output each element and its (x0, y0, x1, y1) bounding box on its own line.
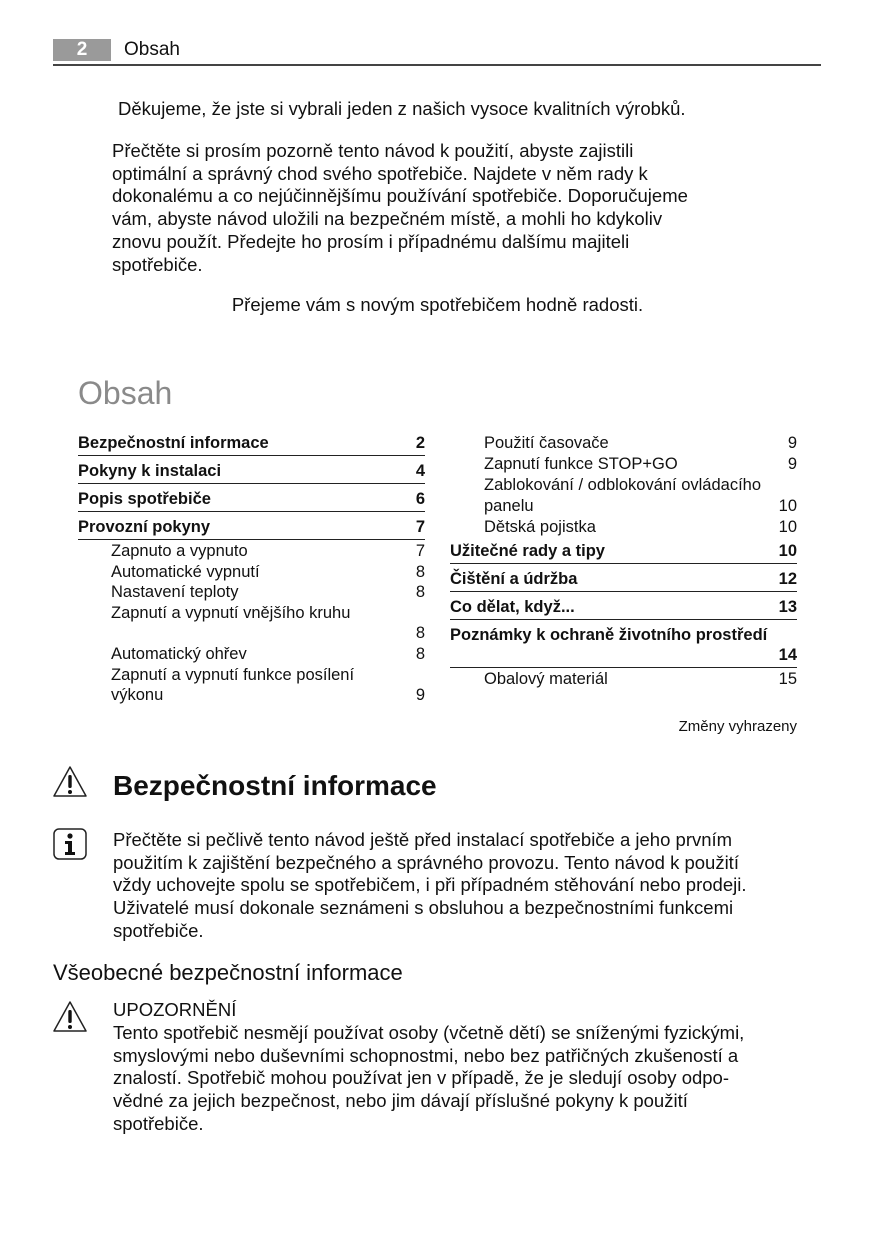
toc-entry-page: 8 (415, 645, 425, 663)
text-line: spotřebiče. (113, 1112, 204, 1134)
header-section-title: Obsah (124, 39, 180, 60)
text-line: vám, abyste návod uložili na bezpečném místě, a mohli ho kdykoliv (112, 208, 663, 230)
info-icon (53, 828, 87, 860)
toc-entry[interactable] (484, 496, 797, 516)
toc-entry[interactable] (78, 433, 425, 456)
toc-entry-label: Obalový materiál (484, 670, 608, 688)
toc-entry[interactable] (450, 625, 797, 645)
toc-entry[interactable] (111, 644, 425, 664)
text-line: vždy uchovejte spolu se spotřebičem, i při případném stěhování nebo prodeji. (113, 874, 747, 896)
toc-entry-page: 4 (415, 462, 425, 480)
toc-entry[interactable] (450, 541, 797, 564)
toc-entry[interactable] (111, 541, 425, 561)
toc-entry-label: Použití časovače (484, 434, 609, 452)
toc-entry[interactable] (111, 665, 425, 685)
toc-title: Obsah (78, 375, 173, 411)
toc-entry-page: 8 (415, 563, 425, 581)
toc-entry[interactable] (111, 603, 425, 623)
toc-entry-label: Zapnutí funkce STOP+GO (484, 455, 678, 473)
toc-entry-label: Pokyny k instalaci (78, 462, 222, 480)
toc-entry[interactable] (450, 597, 797, 620)
safety-title: Bezpečnostní informace (113, 770, 437, 801)
toc-entry-label: Dětská pojistka (484, 518, 596, 536)
toc-entry-label: Automatický ohřev (111, 645, 247, 663)
toc-entry[interactable] (450, 645, 797, 668)
toc-entry-page: 9 (787, 434, 797, 452)
intro-paragraph (112, 140, 688, 276)
warning-icon (52, 1000, 88, 1034)
toc-entry-label: Zapnutí a vypnutí funkce posílení (111, 666, 355, 684)
toc-entry[interactable] (484, 433, 797, 453)
toc-entry-page: 10 (778, 518, 797, 536)
toc-entry-page: 8 (415, 624, 425, 642)
toc-entry-page: 10 (778, 542, 797, 560)
toc-entry[interactable] (111, 562, 425, 582)
toc-entry-label: panelu (484, 497, 534, 515)
text-line: Tento spotřebič nesmějí používat osoby (včetně dětí) se sníženými fyzickými, (113, 1022, 745, 1043)
warning-paragraph (113, 1022, 744, 1136)
toc-entry-label: Popis spotřebiče (78, 490, 211, 508)
warning-icon (52, 765, 88, 799)
toc-entry-page: 2 (415, 434, 425, 452)
toc-entry-label: Nastavení teploty (111, 583, 239, 601)
toc-entry[interactable] (484, 475, 797, 495)
toc-entry-page: 7 (415, 542, 425, 560)
toc-entry[interactable] (78, 489, 425, 512)
text-line: optimální a správný chod svého spotřebiče. Najdete v něm rady k (112, 162, 648, 184)
toc-entry-page: 10 (778, 497, 797, 515)
toc-entry[interactable] (78, 461, 425, 484)
safety-info-paragraph (113, 829, 746, 943)
toc-entry-label: Poznámky k ochraně životního prostředí (450, 626, 768, 644)
general-safety-title: Všeobecné bezpečnostní informace (53, 960, 403, 985)
toc-entry-label: Zapnuto a vypnuto (111, 542, 248, 560)
toc-entry[interactable] (111, 623, 425, 643)
toc-entry-label: Zapnutí a vypnutí vnějšího kruhu (111, 604, 351, 622)
header-rule (53, 64, 821, 66)
text-line: Uživatelé musí dokonale seznámeni s obsluhou a bezpečnostními funkcemi (113, 897, 734, 919)
toc-entry[interactable] (111, 685, 425, 705)
toc-entry-label: Zablokování / odblokování ovládacího (484, 476, 762, 494)
toc-entry-label: Co dělat, když... (450, 598, 575, 616)
toc-entry-page: 12 (778, 570, 797, 588)
warning-label: UPOZORNĚNÍ (113, 999, 237, 1020)
intro-thanks: Děkujeme, že jste si vybrali jeden z našich vysoce kvalitních výrobků. (118, 98, 686, 119)
text-line: znalostí. Spotřebič mohou používat jen v případě, že je sledují osoby odpo- (113, 1067, 730, 1089)
text-line: spotřebiče. (112, 253, 203, 275)
toc-entry-label: Užitečné rady a tipy (450, 542, 605, 560)
toc-entry[interactable] (484, 517, 797, 537)
toc-entry-page: 7 (415, 518, 425, 536)
text-line: smyslovými nebo duševními schopnostmi, nebo bez patřičných zkušeností a (113, 1044, 739, 1066)
intro-wish: Přejeme vám s novým spotřebičem hodně radosti. (231, 294, 644, 315)
toc-entry[interactable] (111, 582, 425, 602)
toc-entry-page: 9 (415, 686, 425, 704)
toc-entry-page: 9 (787, 455, 797, 473)
toc-entry[interactable] (484, 669, 797, 689)
toc-entry-label: Provozní pokyny (78, 518, 211, 536)
toc-entry-label: výkonu (111, 686, 164, 704)
toc-note: Změny vyhrazeny (678, 718, 797, 735)
toc-entry[interactable] (78, 517, 425, 540)
text-line: dokonalému a co nejúčinnějšímu používání spotřebiče. Doporučujeme (112, 185, 688, 207)
text-line: vědné za jejich bezpečnost, nebo jim dávají příslušné pokyny k použití (113, 1090, 688, 1112)
toc-entry-page: 14 (778, 646, 797, 664)
toc-entry[interactable] (450, 569, 797, 592)
text-line: Přečtěte si pečlivě tento návod ještě před instalací spotřebiče a jeho prvním (113, 829, 733, 850)
toc-entry-page: 8 (415, 583, 425, 601)
text-line: použitím k zajištění bezpečného a správného provozu. Tento návod k použití (113, 851, 739, 873)
toc-entry-label: Bezpečnostní informace (78, 434, 269, 452)
toc-entry-label: Čištění a údržba (450, 570, 578, 588)
page-number: 2 (53, 39, 111, 61)
text-line: Přečtěte si prosím pozorně tento návod k použití, abyste zajistili (112, 140, 634, 161)
toc-entry-page: 15 (778, 670, 797, 688)
toc-entry-label: Automatické vypnutí (111, 563, 260, 581)
text-line: znovu použít. Předejte ho prosím i případnému dalšímu majiteli (112, 230, 630, 252)
toc-entry[interactable] (484, 454, 797, 474)
toc-entry-page: 13 (778, 598, 797, 616)
text-line: spotřebiče. (113, 919, 204, 941)
toc-entry-page: 6 (415, 490, 425, 508)
